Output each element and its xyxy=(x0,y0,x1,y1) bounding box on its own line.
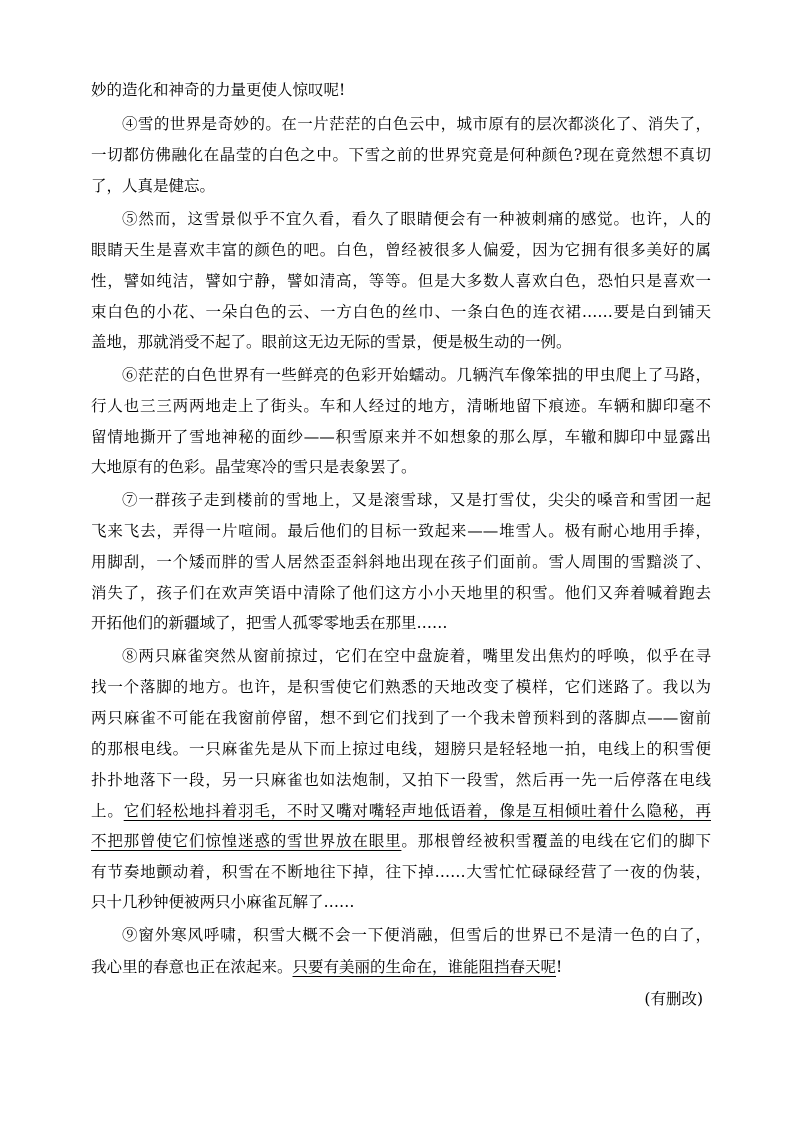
underlined-sentence: 只要有美丽的生命在，谁能阻挡春天呢 xyxy=(292,958,557,976)
paragraph-7-line-2: 飞来飞去，弄得一片喧闹。最后他们的目标一致起来——堆雪人。极有耐心地用手捧， xyxy=(91,522,711,540)
paragraph-9-line-1: ⑨窗外寒风呼啸，积雪大概不会一下便消融，但雪后的世界已不是清一色的白了， xyxy=(122,926,711,944)
paragraph-5-line-5: 盖地，那就消受不起了。眼前这无边无际的雪景，便是极生动的一例。 xyxy=(91,333,572,351)
line-text: 我心里的春意也正在浓起来。 xyxy=(91,958,293,976)
underlined-sentence-continued: 不把那曾使它们惊惶迷惑的雪世界放在眼里 xyxy=(91,832,402,850)
paragraph-6-line-2: 行人也三三两两地走上了街头。车和人经过的地方，清晰地留下痕迹。车辆和脚印毫不 xyxy=(91,397,711,415)
paragraph-8-line-1: ⑧两只麻雀突然从窗前掠过，它们在空中盘旋着，嘴里发出焦灼的呼唤，似乎在寻 xyxy=(122,647,711,665)
paragraph-8-line-8: 有节奏地颤动着，积雪在不断地往下掉，往下掉……大雪忙忙碌碌经营了一夜的伪装， xyxy=(91,863,711,881)
line-text: ! xyxy=(556,958,563,976)
underlined-sentence: 它们轻松地抖着羽毛，不时又嘴对嘴轻声地低语着，像是互相倾吐着什么隐秘，再 xyxy=(123,802,711,820)
paragraph-7-line-3: 用脚刮，一个矮而胖的雪人居然歪歪斜斜地出现在孩子们面前。雪人周围的雪黯淡了、 xyxy=(91,553,711,571)
paragraph-4-line-2: 一切都仿佛融化在晶莹的白色之中。下雪之前的世界究竟是何种颜色?现在竟然想不真切 xyxy=(91,146,711,164)
paragraph-6-line-3: 留情地撕开了雪地神秘的面纱——积雪原来并不如想象的那么厚，车辙和脚印中显露出 xyxy=(91,428,711,446)
paragraph-6-line-4: 大地原有的色彩。晶莹寒冷的雪只是表象罢了。 xyxy=(91,458,417,476)
paragraph-8-line-2: 找一个落脚的地方。也许，是积雪使它们熟悉的天地改变了模样，它们迷路了。我以为 xyxy=(91,678,711,696)
paragraph-7-line-4: 消失了，孩子们在欢声笑语中清除了他们这方小小天地里的积雪。他们又奔着喊着跑去 xyxy=(91,584,711,602)
paragraph-4-line-1: ④雪的世界是奇妙的。在一片茫茫的白色云中，城市原有的层次都淡化了、消失了， xyxy=(122,115,711,133)
paragraph-7-line-1: ⑦一群孩子走到楼前的雪地上，又是滚雪球，又是打雪仗，尖尖的嗓音和雪团一起 xyxy=(122,491,711,509)
line-text: 。那根曾经被积雪覆盖的电线在它们的脚下 xyxy=(401,832,711,850)
paragraph-3-end: 妙的造化和神奇的力量更使人惊叹呢! xyxy=(91,81,346,99)
source-note: (有删改) xyxy=(644,990,703,1008)
paragraph-7-line-5: 开拓他们的新疆域了，把雪人孤零零地丢在那里…… xyxy=(91,614,448,632)
paragraph-5-line-3: 性，譬如纯洁，譬如宁静，譬如清高，等等。但是大多数人喜欢白色，恐怕只是喜欢一 xyxy=(91,272,711,290)
paragraph-5-line-4: 束白色的小花、一朵白色的云、一方白色的丝巾、一条白色的连衣裙……要是白到铺天 xyxy=(91,303,711,321)
paragraph-5-line-2: 眼睛天生是喜欢丰富的颜色的吧。白色，曾经被很多人偏爱，因为它拥有很多美好的属 xyxy=(91,241,711,259)
paragraph-8-line-9: 只十几秒钟便被两只小麻雀瓦解了…… xyxy=(91,893,355,911)
paragraph-8-line-3: 两只麻雀不可能在我窗前停留，想不到它们找到了一个我未曾预料到的落脚点——窗前 xyxy=(91,709,711,727)
paragraph-4-line-3: 了，人真是健忘。 xyxy=(91,177,216,195)
paragraph-5-line-1: ⑤然而，这雪景似乎不宜久看，看久了眼睛便会有一种被刺痛的感觉。也许，人的 xyxy=(122,210,711,228)
paragraph-8-line-5: 扑扑地落下一段，另一只麻雀也如法炮制，又拍下一段雪，然后再一先一后停落在电线 xyxy=(91,771,711,789)
paragraph-8-line-7 xyxy=(91,826,711,856)
paragraph-6-line-1: ⑥茫茫的白色世界有一些鲜亮的色彩开始蠕动。几辆汽车像笨拙的甲虫爬上了马路， xyxy=(122,366,711,384)
line-text: 上。 xyxy=(91,802,124,820)
paragraph-9-line-2 xyxy=(91,952,711,982)
paragraph-8-line-6 xyxy=(91,796,711,826)
paragraph-8-line-4: 的那根电线。一只麻雀先是从下而上掠过电线，翅膀只是轻轻地一拍，电线上的积雪便 xyxy=(91,740,711,758)
